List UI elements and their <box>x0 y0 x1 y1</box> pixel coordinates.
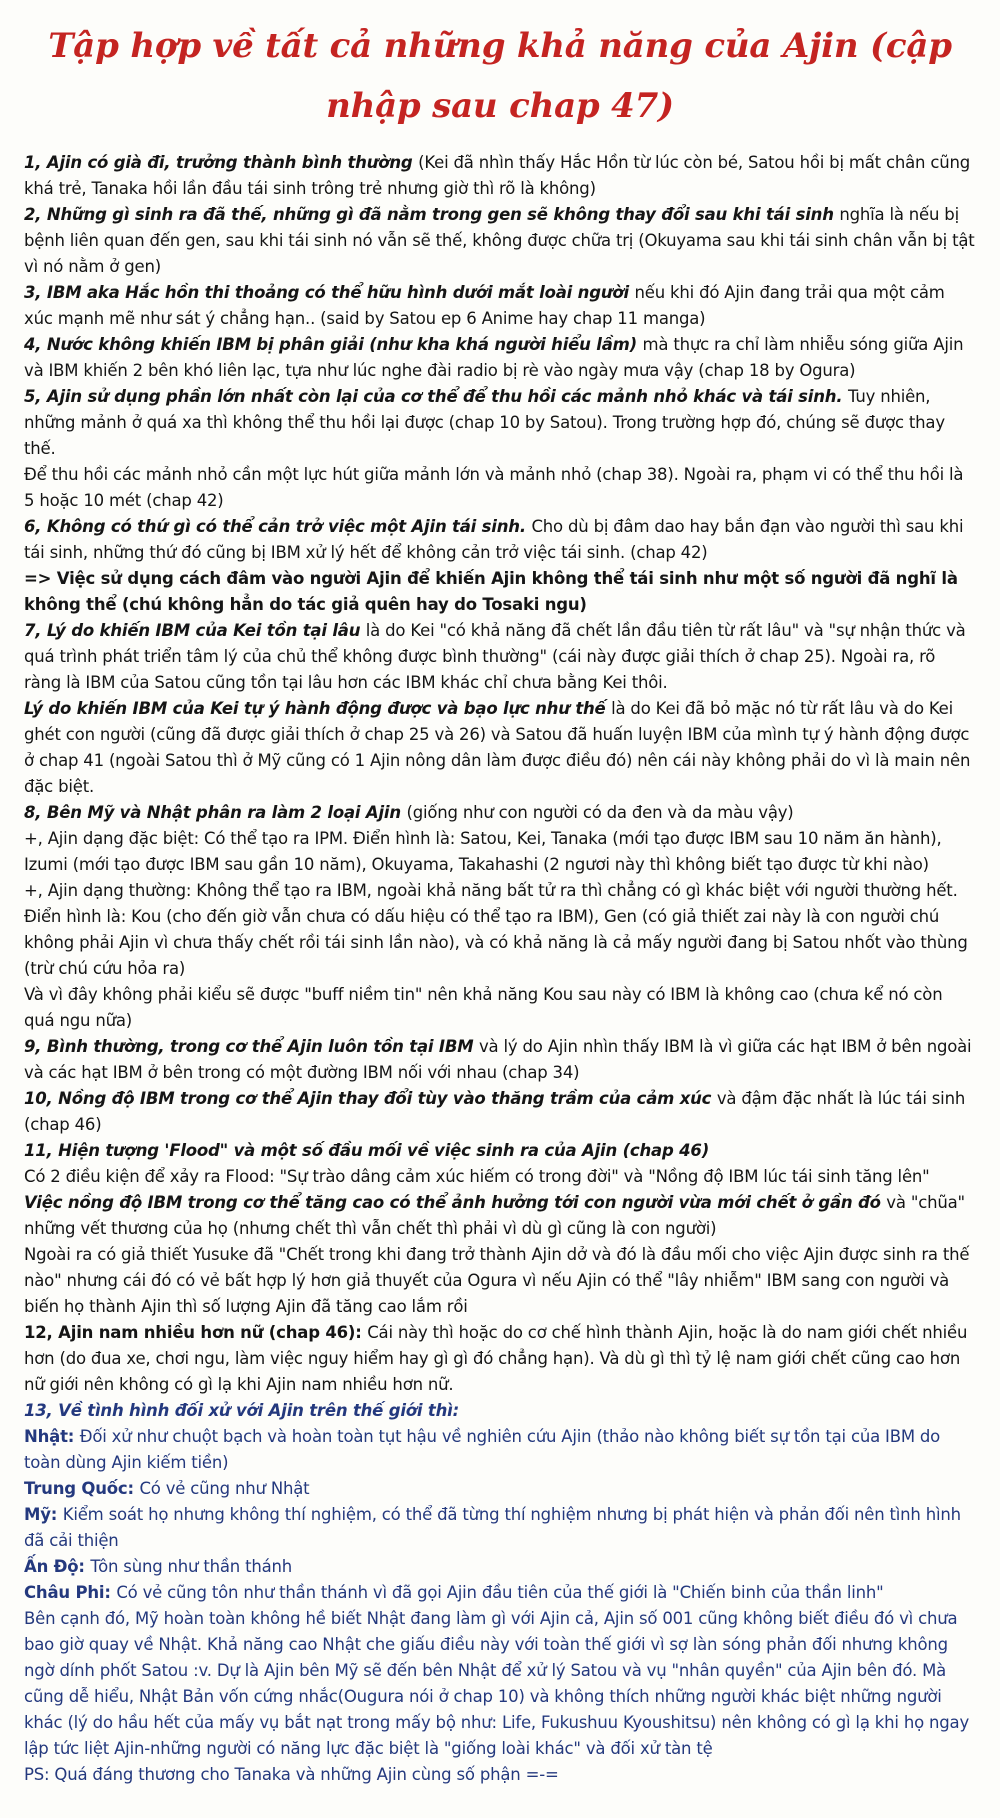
text-segment: Tôn sùng như thần thánh <box>90 1557 293 1576</box>
paragraph <box>24 982 976 1034</box>
text-segment: Để thu hồi các mảnh nhỏ cần một lực hút giữa mảnh lớn và mảnh nhỏ (chap 38). Ngoài ra, phạm vi có thể thu hồi là 5 hoặc 10 mét (chap 42) <box>24 465 964 510</box>
text-segment: (Kei đã nhìn thấy Hắc Hồn từ lúc còn bé, Satou hồi bị mất chân cũng khá trẻ, Tanaka hồi lần đầu tái sinh trông trẻ nhưng giờ thì rõ là không) <box>24 153 970 198</box>
paragraph <box>24 384 976 462</box>
paragraph <box>24 618 976 696</box>
text-segment: => Việc sử dụng cách đâm vào người Ajin để khiến Ajin không thể tái sinh như một số người đã nghĩ là không thể (chú không hẳn do tác giả quên hay do Tosaki ngu) <box>24 569 958 614</box>
text-segment: và đậm đặc nhất là lúc tái sinh (chap 46) <box>24 1089 966 1134</box>
text-segment: 2, Những gì sinh ra đã thế, những gì đã nằm trong gen sẽ không thay đổi sau khi tái sinh <box>24 205 840 224</box>
paragraph <box>24 514 976 566</box>
paragraph <box>24 1606 976 1762</box>
paragraph <box>24 1034 976 1086</box>
text-segment: Việc nồng độ IBM trong cơ thể tăng cao có thể ảnh hưởng tới con người vừa mới chết ở gần đó <box>24 1193 887 1212</box>
text-segment: PS: Quá đáng thương cho Tanaka và những Ajin cùng số phận =-= <box>24 1765 559 1784</box>
paragraph <box>24 800 976 826</box>
page-title: Tập hợp về tất cả những khả năng của Ajin (cập nhập sau chap 47) <box>48 26 952 126</box>
text-segment: 1, Ajin có già đi, trưởng thành bình thường <box>24 153 419 172</box>
paragraph <box>24 878 976 982</box>
text-segment: Châu Phi: <box>24 1583 117 1602</box>
text-segment: Nhật: <box>24 1427 80 1446</box>
paragraph <box>24 566 976 618</box>
paragraph <box>24 1320 976 1398</box>
paragraph <box>24 1398 976 1424</box>
text-segment: 13, Về tình hình đối xử với Ajin trên thế giới thì: <box>24 1401 460 1420</box>
text-segment: và lý do Ajin nhìn thấy IBM là vì giữa các hạt IBM ở bên ngoài và các hạt IBM ở bên trong có một đường IBM nối với nhau (chap 34) <box>24 1037 972 1082</box>
paragraph <box>24 462 976 514</box>
text-segment: Cái này thì hoặc do cơ chế hình thành Ajin, hoặc là do nam giới chết nhiều hơn (do đua xe, chơi ngu, làm việc nguy hiểm hay gì gì đó chẳng hạn). Và dù gì thì tỷ lệ nam giới chết cũng cao hơn nữ giới nên không có gì lạ khi Ajin nam nhiều hơn nữ. <box>24 1323 968 1394</box>
document-body <box>24 150 976 1788</box>
text-segment: nếu khi đó Ajin đang trải qua một cảm xúc mạnh mẽ như sát ý chẳng hạn.. (said by Satou ep 6 Anime hay chap 11 manga) <box>24 283 945 328</box>
text-segment: Có 2 điều kiện để xảy ra Flood: "Sự trào dâng cảm xúc hiếm có trong đời" và "Nồng độ IBM lúc tái sinh tăng lên" <box>24 1167 930 1186</box>
text-segment: nghĩa là nếu bị bệnh liên quan đến gen, sau khi tái sinh nó vẫn sẽ thế, không được chữa trị (Okuyama sau khi tái sinh chân vẫn bị tật vì nó nằm ở gen) <box>24 205 975 276</box>
paragraph <box>24 1502 976 1554</box>
paragraph <box>24 826 976 878</box>
text-segment: Bên cạnh đó, Mỹ hoàn toàn không hề biết Nhật đang làm gì với Ajin cả, Ajin số 001 cũng không biết điều đó vì chưa bao giờ quay về Nhật. Khả năng cao Nhật che giấu điều này với toàn thế giới vì sợ làn sóng phản đối nhưng không ngờ dính phốt Satou :v. Dự là Ajin bên Mỹ sẽ đến bên Nhật để xử lý Satou và vụ "nhân quyền" của Ajin bên đó. Mà cũng dễ hiểu, Nhật Bản vốn cứng nhắc(Ougura nói ở chap 10) và không thích những người khác biệt những người khác (lý do hầu hết của mấy vụ bắt nạt trong mấy bộ như: Life, Fukushuu Kyoushitsu) nên không có gì lạ khi họ ngay lập tức liệt Ajin-những người có năng lực đặc biệt là "giống loài khác" và đối xử tàn tệ <box>24 1609 970 1758</box>
paragraph <box>24 1190 976 1242</box>
text-segment: +, Ajin dạng thường: Không thể tạo ra IBM, ngoài khả năng bất tử ra thì chẳng có gì khác biệt với người thường hết. Điển hình là: Kou (cho đến giờ vẫn chưa có dấu hiệu có thể tạo ra IBM), Gen (có giả thiết zai này là con người chú không phải Ajin vì chưa thấy chết rồi tái sinh lần nào), và có khả năng là cả mấy người đang bị Satou nhốt vào thùng (trừ chú cứu hỏa ra) <box>24 881 968 978</box>
paragraph <box>24 1762 976 1788</box>
text-segment: +, Ajin dạng đặc biệt: Có thể tạo ra IPM. Điển hình là: Satou, Kei, Tanaka (mới tạo được IBM sau 10 năm ăn hành), Izumi (mới tạo được IBM sau gần 10 năm), Okuyama, Takahashi (2 ngươi này thì không biết tạo được từ khi nào) <box>24 829 942 874</box>
text-segment: Và vì đây không phải kiểu sẽ được "buff niềm tin" nên khả năng Kou sau này có IBM là không cao (chưa kể nó còn quá ngu nữa) <box>24 985 943 1030</box>
text-segment: Lý do khiến IBM của Kei tự ý hành động được và bạo lực như thế <box>24 699 612 718</box>
paragraph <box>24 202 976 280</box>
paragraph <box>24 1164 976 1190</box>
text-segment: và "chũa" những vết thương của họ (nhưng chết thì vẫn chết thì phải vì dù gì cũng là con người) <box>24 1193 965 1238</box>
text-segment: Mỹ: <box>24 1505 63 1524</box>
text-segment: 8, Bên Mỹ và Nhật phân ra làm 2 loại Ajin <box>24 803 407 822</box>
text-segment: Trung Quốc: <box>24 1479 140 1498</box>
text-segment: Đối xử như chuột bạch và hoàn toàn tụt hậu về nghiên cứu Ajin (thảo nào không biết sự tồn tại của IBM do toàn dùng Ajin kiếm tiền) <box>24 1427 941 1472</box>
paragraph <box>24 1086 976 1138</box>
text-segment: Kiểm soát họ nhưng không thí nghiệm, có thể đã từng thí nghiệm nhưng bị phát hiện và phản đối nên tình hình đã cải thiện <box>24 1505 961 1550</box>
paragraph <box>24 1242 976 1320</box>
text-segment: là do Kei đã bỏ mặc nó từ rất lâu và do Kei ghét con người (cũng đã được giải thích ở chap 25 và 26) và Satou đã huấn luyện IBM của mình tự ý hành động được ở chap 41 (ngoài Satou thì ở Mỹ cũng có 1 Ajin nông dân làm được điều đó) nên cái này không phải do vì là main nên đặc biệt. <box>24 699 971 796</box>
text-segment: Ấn Độ: <box>24 1557 91 1576</box>
paragraph <box>24 1138 976 1164</box>
paragraph <box>24 280 976 332</box>
text-segment: 10, Nồng độ IBM trong cơ thể Ajin thay đổi tùy vào thăng trầm của cảm xúc <box>24 1089 717 1108</box>
text-segment: Ngoài ra có giả thiết Yusuke đã "Chết trong khi đang trở thành Ajin dở và đó là đầu mối cho việc Ajin được sinh ra thế nào" nhưng cái đó có vẻ bất hợp lý hơn giả thuyết của Ogura vì nếu Ajin có thể "lây nhiễm" IBM sang con người và biến họ thành Ajin thì số lượng Ajin đã tăng cao lắm rồi <box>24 1245 970 1316</box>
text-segment: Có vẻ cũng tôn như thần thánh vì đã gọi Ajin đầu tiên của thế giới là "Chiến binh của thần linh" <box>116 1583 884 1602</box>
text-segment: mà thực ra chỉ làm nhiễu sóng giữa Ajin và IBM khiến 2 bên khó liên lạc, tựa như lúc nghe đài radio bị rè vào ngày mưa vậy (chap 18 by Ogura) <box>24 335 964 380</box>
text-segment: 3, IBM aka Hắc hồn thi thoảng có thể hữu hình dưới mắt loài người <box>24 283 635 302</box>
text-segment: 7, Lý do khiến IBM của Kei tồn tại lâu <box>24 621 366 640</box>
paragraph <box>24 1424 976 1476</box>
text-segment: 5, Ajin sử dụng phần lớn nhất còn lại của cơ thể để thu hồi các mảnh nhỏ khác và tái sinh. <box>24 387 848 406</box>
text-segment: 11, Hiện tượng 'Flood" và một số đầu mối về việc sinh ra của Ajin (chap 46) <box>24 1141 710 1160</box>
paragraph <box>24 1580 976 1606</box>
paragraph <box>24 1554 976 1580</box>
paragraph <box>24 1476 976 1502</box>
paragraph <box>24 696 976 800</box>
text-segment: Có vẻ cũng như Nhật <box>139 1479 310 1498</box>
paragraph <box>24 332 976 384</box>
paragraph <box>24 150 976 202</box>
text-segment: 9, Bình thường, trong cơ thể Ajin luôn tồn tại IBM <box>24 1037 479 1056</box>
text-segment: Tuy nhiên, những mảnh ở quá xa thì không thể thu hồi lại được (chap 10 by Satou). Trong trường hợp đó, chúng sẽ được thay thế. <box>24 387 945 458</box>
text-segment: 12, Ajin nam nhiều hơn nữ (chap 46): <box>24 1323 368 1342</box>
text-segment: là do Kei "có khả năng đã chết lần đầu tiên từ rất lâu" và "sự nhận thức và quá trình phát triển tâm lý của chủ thể không được bình thường" (cái này được giải thích ở chap 25). Ngoài ra, rõ ràng là IBM của Satou cũng tồn tại lâu hơn các IBM khác chỉ chưa bằng Kei thôi. <box>24 621 966 692</box>
text-segment: 4, Nước không khiến IBM bị phân giải (như kha khá người hiểu lầm) <box>24 335 643 354</box>
text-segment: Cho dù bị đâm dao hay bắn đạn vào người thì sau khi tái sinh, những thứ đó cũng bị IBM xử lý hết để không cản trở việc tái sinh. (chap 42) <box>24 517 964 562</box>
text-segment: (giống như con người có da đen và da màu vậy) <box>406 803 794 822</box>
text-segment: 6, Không có thứ gì có thể cản trở việc một Ajin tái sinh. <box>24 517 532 536</box>
